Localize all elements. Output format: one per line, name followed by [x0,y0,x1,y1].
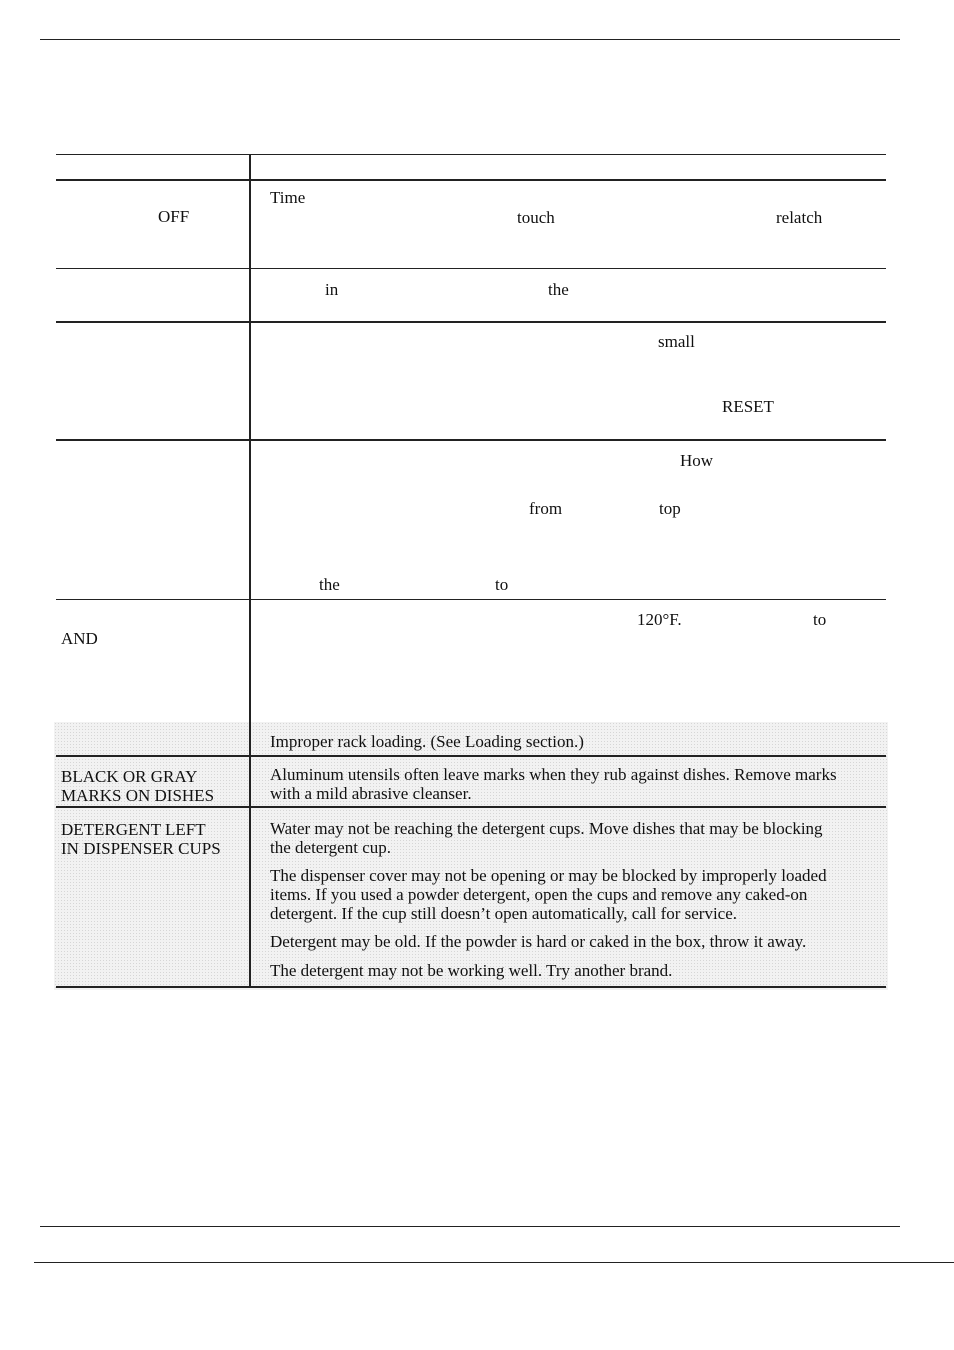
row-divider [56,599,886,600]
faded-cause-word: to [813,610,827,629]
faded-cause-word: 120°F. [637,610,682,629]
faded-problem-word: OFF [158,207,190,226]
row-divider [56,755,886,757]
faded-cause-word: relatch [776,208,823,227]
problem-label-line: IN DISPENSER CUPS [61,839,221,858]
row-divider [56,806,886,808]
cause-line: with a mild abrasive cleanser. [270,784,472,803]
problem-label-line: MARKS ON DISHES [61,786,215,805]
faded-cause-word: from [529,499,563,518]
cause-text [270,961,672,980]
cause-line: The dispenser cover may not be opening or may be blocked by improperly loaded [270,866,827,885]
cause-text [270,765,837,803]
column-divider [249,154,251,988]
faded-cause-word: to [495,575,509,594]
table-header-bottom-line [56,179,886,181]
problem-label-line: DETERGENT LEFT [61,820,206,839]
faded-cause-word: How [680,451,714,470]
faded-cause-word: top [659,499,681,518]
footer-rule [34,1262,954,1263]
faded-cause-word: RESET [722,397,774,416]
cause-rack-loading: Improper rack loading. (See Loading section.) [270,732,584,751]
cause-line: Aluminum utensils often leave marks when they rub against dishes. Remove marks [270,765,837,784]
cause-text [270,866,827,923]
cause-line: items. If you used a powder detergent, open the cups and remove any caked-on [270,885,808,904]
table-bottom-line [56,986,886,988]
bottom-rule [40,1226,900,1227]
faded-cause-word: the [319,575,340,594]
faded-cause-word: Time [270,188,306,207]
cause-line: the detergent cup. [270,838,392,857]
cause-line: detergent. If the cup still doesn’t open automatically, call for service. [270,904,738,923]
cause-line: Detergent may be old. If the powder is hard or caked in the box, throw it away. [270,932,807,951]
problem-label [61,820,221,858]
table-header-top-line [56,154,886,155]
faded-cause-word: small [658,332,695,351]
faded-cause-word: in [325,280,339,299]
cause-text [270,932,806,951]
top-rule [40,39,900,40]
faded-cause-word: the [548,280,569,299]
row-divider [56,321,886,323]
row-divider [56,439,886,441]
faded-problem-word: AND [61,629,98,648]
cause-line: The detergent may not be working well. Try another brand. [270,961,673,980]
cause-text [270,819,823,857]
problem-label-line: BLACK OR GRAY [61,767,198,786]
problem-label [61,767,214,805]
cause-line: Water may not be reaching the detergent cups. Move dishes that may be blocking [270,819,823,838]
faded-cause-word: touch [517,208,555,227]
row-divider [56,268,886,269]
